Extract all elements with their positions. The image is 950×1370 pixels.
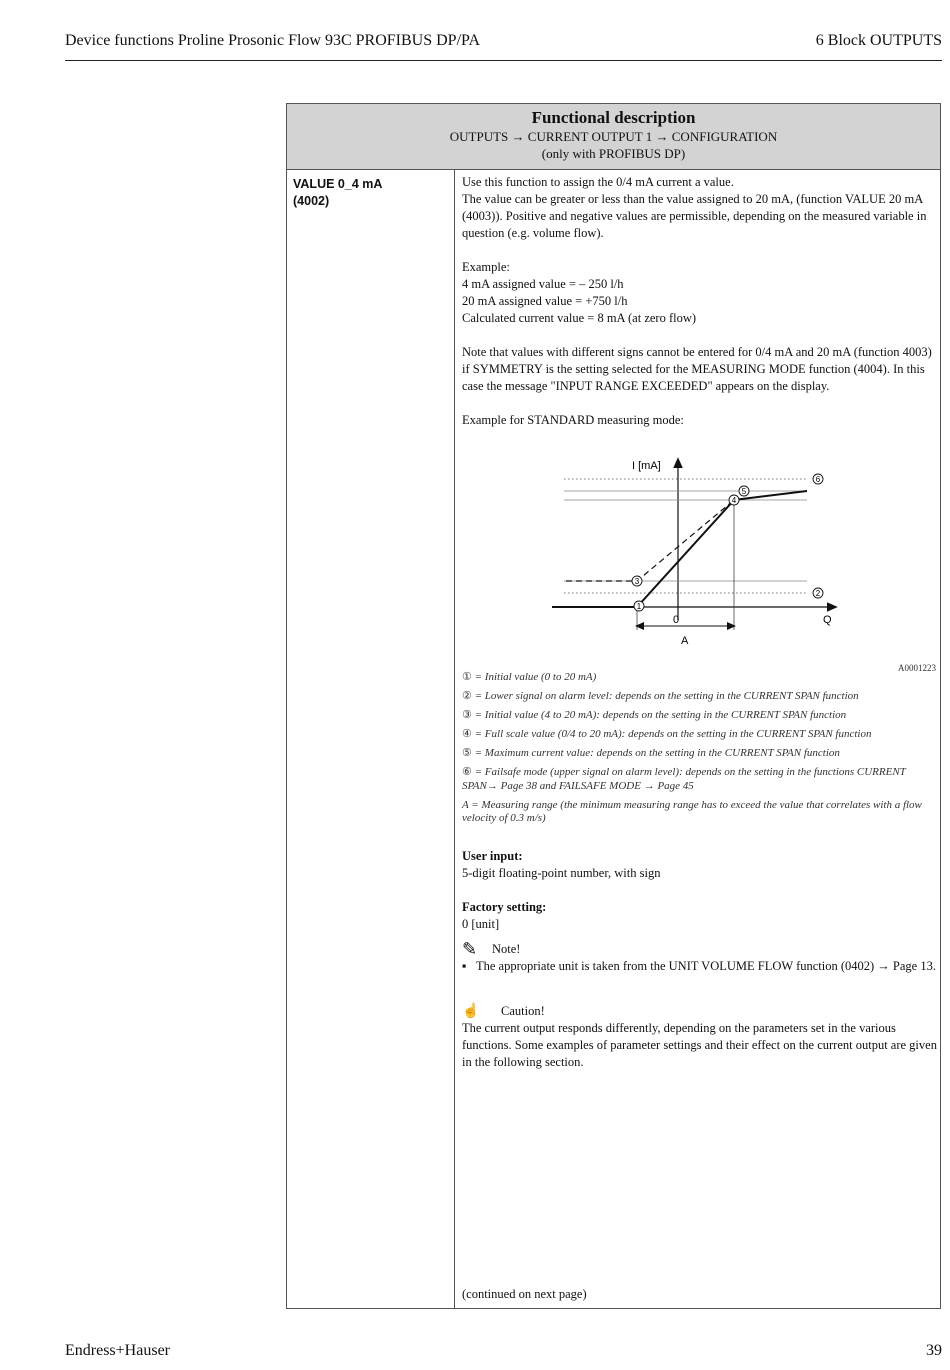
caution-text: The current output responds differently, depending on the parameters set in the various functions. Some examples of parameter settings and their effect on the current output are given in the following section. bbox=[462, 1021, 937, 1069]
function-code: (4002) bbox=[293, 194, 330, 208]
table-title: Functional description bbox=[531, 108, 696, 127]
legend-item: ③ = Initial value (4 to 20 mA): depends on the setting in the CURRENT SPAN function bbox=[462, 709, 847, 721]
legend-item: ① = Initial value (0 to 20 mA) bbox=[462, 671, 597, 683]
figure-legend bbox=[462, 671, 938, 826]
current-output-svg bbox=[462, 446, 938, 671]
caution-label: Caution! bbox=[501, 1004, 545, 1018]
description-paragraph: The value can be greater or less than the value assigned to 20 mA, (function VALUE 20 mA (4003)). Positive and negative values are permissible, depending on the measured variable in question (e.g. volume flow). bbox=[462, 192, 927, 240]
menu-path: OUTPUTS → CURRENT OUTPUT 1 → CONFIGURATION bbox=[449, 129, 778, 144]
bullet-square-icon: ▪ bbox=[462, 959, 467, 973]
function-name-cell bbox=[287, 170, 455, 1308]
marker-4 bbox=[729, 495, 739, 505]
page-number: 39 bbox=[926, 1342, 942, 1359]
note-heading bbox=[462, 941, 938, 958]
symmetry-note: Note that values with different signs cannot be entered for 0/4 mA and 20 mA (function 4003) if SYMMETRY is the setting selected for the MEASURING MODE function (4004). In this case the message "INPUT RANGE EXCEEDED" appears on the display. bbox=[462, 345, 932, 393]
legend-item: ② = Lower signal on alarm level: depends on the setting in the CURRENT SPAN function bbox=[462, 690, 859, 702]
note-bullet bbox=[462, 958, 938, 975]
caution-heading bbox=[462, 1003, 938, 1020]
factory-setting-label: Factory setting: bbox=[462, 900, 547, 914]
svg-text:5: 5 bbox=[741, 487, 747, 496]
marker-5 bbox=[739, 486, 749, 496]
table-header bbox=[287, 104, 940, 170]
curve-0-20ma bbox=[552, 491, 807, 607]
description-line: Use this function to assign the 0/4 mA current a value. bbox=[462, 175, 734, 189]
note-label: Note! bbox=[492, 942, 521, 956]
marker-2 bbox=[813, 588, 823, 598]
svg-text:2: 2 bbox=[815, 589, 821, 598]
origin-label: 0 bbox=[673, 614, 680, 626]
function-name: VALUE 0_4 mA bbox=[293, 177, 383, 191]
functional-description-table bbox=[286, 103, 941, 1309]
document-title: Device functions Proline Prosonic Flow 93C PROFIBUS DP/PA bbox=[65, 32, 480, 49]
svg-text:4: 4 bbox=[731, 496, 737, 505]
legend-item: ⑥ = Failsafe mode (upper signal on alarm level): depends on the setting in the functions CURRENT SPAN→ Page 38 and FAILSAFE MODE → Page 45 bbox=[462, 766, 906, 792]
chapter-title: 6 Block OUTPUTS bbox=[815, 32, 942, 49]
x-axis-label: Q bbox=[823, 614, 832, 626]
svg-text:6: 6 bbox=[815, 475, 821, 484]
continued-note: (continued on next page) bbox=[462, 1287, 587, 1301]
running-header bbox=[65, 32, 942, 61]
legend-item: A = Measuring range (the minimum measuring range has to exceed the value that correlates with a flow velocity of 0.3 m/s) bbox=[462, 798, 922, 824]
user-input-label: User input: bbox=[462, 849, 523, 863]
range-label: A bbox=[681, 635, 689, 647]
svg-text:3: 3 bbox=[634, 577, 640, 586]
marker-6 bbox=[813, 474, 823, 484]
note-bullet-text: The appropriate unit is taken from the UNIT VOLUME FLOW function (0402) → Page 13. bbox=[476, 959, 936, 973]
figure-id: A0001223 bbox=[898, 663, 936, 673]
svg-text:1: 1 bbox=[636, 602, 642, 611]
user-input-value: 5-digit floating-point number, with sign bbox=[462, 866, 661, 880]
current-output-diagram bbox=[462, 446, 938, 671]
marker-3 bbox=[632, 576, 642, 586]
legend-item: ④ = Full scale value (0/4 to 20 mA): depends on the setting in the CURRENT SPAN function bbox=[462, 728, 872, 740]
curve-4-20ma bbox=[566, 491, 807, 581]
factory-setting-value: 0 [unit] bbox=[462, 917, 500, 931]
example-line: 4 mA assigned value = – 250 l/h bbox=[462, 277, 624, 291]
y-axis-label: I [mA] bbox=[632, 460, 661, 472]
example-label: Example: bbox=[462, 260, 510, 274]
footer-brand: Endress+Hauser bbox=[65, 1342, 170, 1359]
hand-icon: ☝ bbox=[462, 1004, 480, 1019]
function-description-cell bbox=[462, 174, 938, 1071]
marker-1 bbox=[634, 601, 644, 611]
standard-mode-label: Example for STANDARD measuring mode: bbox=[462, 413, 684, 427]
example-line: 20 mA assigned value = +750 l/h bbox=[462, 294, 628, 308]
availability-note: (only with PROFIBUS DP) bbox=[541, 146, 686, 161]
legend-item: ⑤ = Maximum current value: depends on the setting in the CURRENT SPAN function bbox=[462, 747, 840, 759]
pencil-icon: ✎ bbox=[462, 939, 478, 959]
example-line: Calculated current value = 8 mA (at zero flow) bbox=[462, 311, 697, 325]
